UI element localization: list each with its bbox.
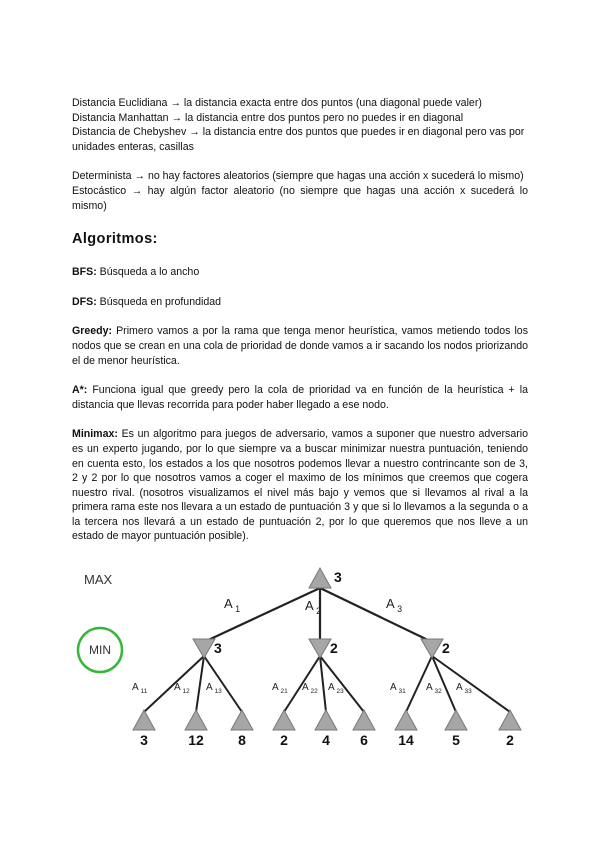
leaf-value-5: 4 (322, 732, 330, 748)
algo-bfs-text: Búsqueda a lo ancho (96, 266, 200, 279)
document-body (72, 96, 528, 544)
def-euclid: Distancia Euclidiana → la distancia exacta entre dos puntos (una diagonal puede valer) (72, 97, 482, 109)
edge-label-a23: A $_{23}$ (328, 682, 344, 695)
edge-leaf-5 (320, 656, 326, 712)
min-value-3: 2 (442, 640, 450, 656)
algo-greedy-name: Greedy: (72, 325, 113, 338)
algo-greedy-text: Primero vamos a por la rama que tenga menor heurística, vamos metiendo todos los nodos que se crean en una cola de prioridad de donde vamos a ir sacando los nodos priorizando el de menor heurística. (72, 325, 528, 367)
leaf-node-7 (395, 710, 417, 730)
leaf-value-9: 2 (506, 732, 514, 748)
algo-astar-text: Funciona igual que greedy pero la cola de prioridad va en función de la heurística + la distancia que llevas recorrida para poder haber llegado a ese nodo. (72, 384, 528, 411)
edge-root-3 (320, 588, 432, 642)
algo-astar (72, 383, 528, 412)
edge-label-a11: A $_{11}$ (132, 682, 148, 695)
min-value-2: 2 (330, 640, 338, 656)
root-value: 3 (334, 569, 342, 585)
leaf-node-5 (315, 710, 337, 730)
edge-label-a1: A $_1$ (224, 596, 241, 614)
leaf-value-2: 12 (188, 732, 204, 748)
max-node (309, 568, 331, 588)
min-node-1 (193, 639, 215, 658)
edge-label-a31: A $_{31}$ (390, 682, 406, 695)
leaf-node-1 (133, 710, 155, 730)
leaf-node-3 (231, 710, 253, 730)
leaf-value-4: 2 (280, 732, 288, 748)
leaf-node-2 (185, 710, 207, 730)
edge-leaf-6 (320, 656, 364, 712)
section-heading: Algoritmos: (72, 231, 158, 248)
minimax-tree-diagram (72, 562, 532, 752)
edge-root-1 (204, 588, 320, 642)
algo-astar-name: A*: (72, 384, 88, 397)
edge-leaf-2 (196, 656, 204, 712)
algo-bfs (72, 265, 528, 280)
algo-greedy (72, 324, 528, 368)
def-manhattan: Distancia Manhattan → la distancia entre dos puntos pero no puedes ir en diagonal (72, 111, 464, 124)
edge-label-a32: A $_{32}$ (426, 682, 442, 695)
def-determinista: Determinista → no hay factores aleatorios (siempre que hagas una acción x sucederá lo mismo) (72, 170, 524, 183)
algo-dfs (72, 295, 528, 310)
leaf-node-8 (445, 710, 467, 730)
edge-label-a12: A $_{12}$ (174, 682, 190, 695)
leaf-node-9 (499, 710, 521, 730)
algo-dfs-text: Búsqueda en profundidad (96, 295, 222, 308)
edge-label-a33: A $_{33}$ (456, 682, 472, 695)
edge-label-a22: A $_{22}$ (302, 682, 318, 695)
def-estocastico: Estocástico → hay algún factor aleatorio (no siempre que hagas una acción x sucederá lo mismo) (72, 184, 528, 212)
leaf-node-4 (273, 710, 295, 730)
def-chebyshev: Distancia de Chebyshev → la distancia entre dos puntos que puedes ir en diagonal pero vas por unidades enteras, casillas (72, 126, 525, 153)
min-node-3 (421, 639, 443, 658)
min-label: MIN (89, 643, 111, 657)
edge-label-a21: A $_{21}$ (272, 682, 288, 695)
leaf-value-6: 6 (360, 732, 368, 748)
min-value-1: 3 (214, 640, 222, 656)
min-node-2 (309, 639, 331, 658)
leaf-value-1: 3 (140, 732, 148, 748)
leaf-value-7: 14 (398, 732, 414, 748)
leaf-node-6 (353, 710, 375, 730)
algo-dfs-name: DFS: (72, 295, 97, 308)
max-label: MAX (84, 572, 113, 587)
edge-label-a3: A $_3$ (386, 596, 403, 614)
algo-minimax-text: Es un algoritmo para juegos de adversario, vamos a suponer que nuestro adversario es un experto jugando, por lo que siempre va a buscar minimizar nuestra puntuación, teniendo en cuenta esto, los estados a los que nosotros podemos llevar a nuestro contrincante son de 3, 2 y 2 por lo que nosotros vamos a coger el maximo de los mínimos que creemos que cogera nuestro rival. (nosotros visualizamos el nivel más bajo y vemos que si llevamos al rival a la primera rama este nos llevara a un estado de puntuación 3 y que si lo llevamos a la segunda o a la tercera nos llevará a un estado de puntuación 2, por lo que queremos que nos lleve a un estado de mayor puntuación posible). (72, 428, 528, 543)
algo-bfs-name: BFS: (72, 266, 97, 279)
leaf-value-8: 5 (452, 732, 460, 748)
leaf-value-3: 8 (238, 732, 246, 748)
edge-label-a2: A $_2$ (305, 598, 322, 616)
algo-minimax-name: Minimax: (72, 428, 118, 441)
algo-minimax (72, 427, 528, 544)
edge-label-a13: A $_{13}$ (206, 682, 222, 695)
